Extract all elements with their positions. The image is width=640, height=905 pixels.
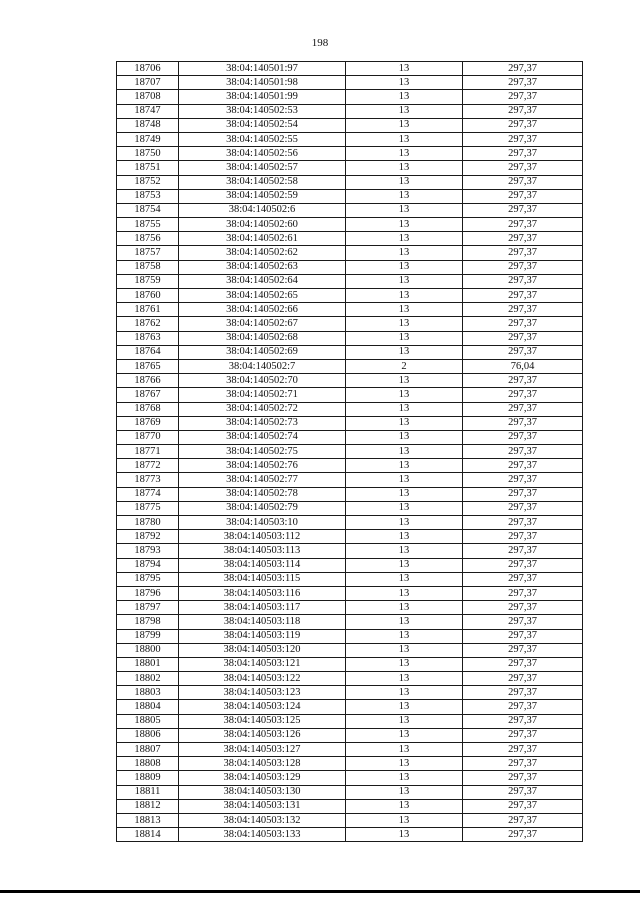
share-count-cell: 13 (346, 62, 463, 76)
cadastral-number-cell: 38:04:140502:67 (179, 317, 346, 331)
table-row (117, 615, 583, 629)
cadastral-number-cell: 38:04:140502:73 (179, 416, 346, 430)
share-count-cell: 13 (346, 189, 463, 203)
cadastral-number-cell: 38:04:140502:76 (179, 459, 346, 473)
table-row (117, 118, 583, 132)
cadastral-number-cell: 38:04:140503:115 (179, 572, 346, 586)
table-row (117, 672, 583, 686)
table-row (117, 445, 583, 459)
area-value-cell: 297,37 (463, 657, 583, 671)
table-row (117, 728, 583, 742)
cadastral-number-cell: 38:04:140503:120 (179, 643, 346, 657)
share-count-cell: 13 (346, 161, 463, 175)
cadastral-number-cell: 38:04:140502:66 (179, 303, 346, 317)
record-number-cell: 18706 (117, 62, 179, 76)
area-value-cell: 297,37 (463, 586, 583, 600)
share-count-cell: 13 (346, 274, 463, 288)
cadastral-number-cell: 38:04:140503:112 (179, 530, 346, 544)
records-table-body (117, 62, 583, 842)
table-row (117, 714, 583, 728)
table-row (117, 359, 583, 373)
cadastral-number-cell: 38:04:140503:128 (179, 757, 346, 771)
table-row (117, 757, 583, 771)
area-value-cell: 297,37 (463, 714, 583, 728)
share-count-cell: 13 (346, 459, 463, 473)
cadastral-number-cell: 38:04:140501:99 (179, 90, 346, 104)
area-value-cell: 297,37 (463, 743, 583, 757)
record-number-cell: 18765 (117, 359, 179, 373)
table-row (117, 246, 583, 260)
share-count-cell: 13 (346, 828, 463, 842)
cadastral-number-cell: 38:04:140502:68 (179, 331, 346, 345)
record-number-cell: 18747 (117, 104, 179, 118)
record-number-cell: 18803 (117, 686, 179, 700)
cadastral-number-cell: 38:04:140502:69 (179, 345, 346, 359)
cadastral-number-cell: 38:04:140503:121 (179, 657, 346, 671)
cadastral-number-cell: 38:04:140503:114 (179, 558, 346, 572)
table-row (117, 62, 583, 76)
share-count-cell: 13 (346, 757, 463, 771)
record-number-cell: 18757 (117, 246, 179, 260)
area-value-cell: 76,04 (463, 359, 583, 373)
share-count-cell: 13 (346, 203, 463, 217)
share-count-cell: 13 (346, 672, 463, 686)
table-row (117, 473, 583, 487)
share-count-cell: 13 (346, 118, 463, 132)
record-number-cell: 18755 (117, 218, 179, 232)
area-value-cell: 297,37 (463, 132, 583, 146)
record-number-cell: 18805 (117, 714, 179, 728)
table-row (117, 388, 583, 402)
table-row (117, 516, 583, 530)
table-row (117, 289, 583, 303)
share-count-cell: 13 (346, 572, 463, 586)
record-number-cell: 18809 (117, 771, 179, 785)
table-row (117, 345, 583, 359)
table-row (117, 260, 583, 274)
area-value-cell: 297,37 (463, 289, 583, 303)
cadastral-number-cell: 38:04:140503:118 (179, 615, 346, 629)
share-count-cell: 13 (346, 402, 463, 416)
record-number-cell: 18748 (117, 118, 179, 132)
area-value-cell: 297,37 (463, 459, 583, 473)
share-count-cell: 13 (346, 516, 463, 530)
cadastral-number-cell: 38:04:140502:60 (179, 218, 346, 232)
table-row (117, 104, 583, 118)
cadastral-number-cell: 38:04:140503:126 (179, 728, 346, 742)
area-value-cell: 297,37 (463, 672, 583, 686)
cadastral-number-cell: 38:04:140502:79 (179, 501, 346, 515)
record-number-cell: 18775 (117, 501, 179, 515)
share-count-cell: 13 (346, 601, 463, 615)
record-number-cell: 18753 (117, 189, 179, 203)
record-number-cell: 18751 (117, 161, 179, 175)
scan-bottom-edge (0, 890, 640, 893)
share-count-cell: 13 (346, 90, 463, 104)
share-count-cell: 13 (346, 544, 463, 558)
table-row (117, 544, 583, 558)
share-count-cell: 13 (346, 813, 463, 827)
cadastral-number-cell: 38:04:140503:113 (179, 544, 346, 558)
cadastral-number-cell: 38:04:140502:77 (179, 473, 346, 487)
record-number-cell: 18796 (117, 586, 179, 600)
cadastral-number-cell: 38:04:140502:63 (179, 260, 346, 274)
share-count-cell: 13 (346, 487, 463, 501)
cadastral-number-cell: 38:04:140502:7 (179, 359, 346, 373)
share-count-cell: 13 (346, 388, 463, 402)
table-row (117, 232, 583, 246)
record-number-cell: 18774 (117, 487, 179, 501)
record-number-cell: 18794 (117, 558, 179, 572)
table-row (117, 629, 583, 643)
cadastral-number-cell: 38:04:140503:131 (179, 799, 346, 813)
record-number-cell: 18763 (117, 331, 179, 345)
cadastral-number-cell: 38:04:140502:54 (179, 118, 346, 132)
table-row (117, 175, 583, 189)
record-number-cell: 18812 (117, 799, 179, 813)
area-value-cell: 297,37 (463, 90, 583, 104)
cadastral-number-cell: 38:04:140503:119 (179, 629, 346, 643)
table-row (117, 828, 583, 842)
area-value-cell: 297,37 (463, 104, 583, 118)
share-count-cell: 2 (346, 359, 463, 373)
table-row (117, 601, 583, 615)
cadastral-number-cell: 38:04:140503:123 (179, 686, 346, 700)
cadastral-number-cell: 38:04:140502:72 (179, 402, 346, 416)
area-value-cell: 297,37 (463, 572, 583, 586)
area-value-cell: 297,37 (463, 799, 583, 813)
record-number-cell: 18793 (117, 544, 179, 558)
area-value-cell: 297,37 (463, 629, 583, 643)
share-count-cell: 13 (346, 501, 463, 515)
table-row (117, 430, 583, 444)
area-value-cell: 297,37 (463, 76, 583, 90)
share-count-cell: 13 (346, 445, 463, 459)
area-value-cell: 297,37 (463, 62, 583, 76)
cadastral-number-cell: 38:04:140502:53 (179, 104, 346, 118)
area-value-cell: 297,37 (463, 813, 583, 827)
table-row (117, 743, 583, 757)
share-count-cell: 13 (346, 289, 463, 303)
share-count-cell: 13 (346, 728, 463, 742)
share-count-cell: 13 (346, 785, 463, 799)
table-row (117, 132, 583, 146)
area-value-cell: 297,37 (463, 544, 583, 558)
cadastral-number-cell: 38:04:140502:61 (179, 232, 346, 246)
record-number-cell: 18811 (117, 785, 179, 799)
record-number-cell: 18797 (117, 601, 179, 615)
share-count-cell: 13 (346, 714, 463, 728)
share-count-cell: 13 (346, 473, 463, 487)
cadastral-number-cell: 38:04:140503:127 (179, 743, 346, 757)
share-count-cell: 13 (346, 416, 463, 430)
cadastral-number-cell: 38:04:140502:65 (179, 289, 346, 303)
record-number-cell: 18756 (117, 232, 179, 246)
record-number-cell: 18792 (117, 530, 179, 544)
area-value-cell: 297,37 (463, 161, 583, 175)
area-value-cell: 297,37 (463, 189, 583, 203)
cadastral-number-cell: 38:04:140503:116 (179, 586, 346, 600)
table-row (117, 785, 583, 799)
record-number-cell: 18708 (117, 90, 179, 104)
record-number-cell: 18806 (117, 728, 179, 742)
record-number-cell: 18768 (117, 402, 179, 416)
cadastral-number-cell: 38:04:140502:56 (179, 147, 346, 161)
share-count-cell: 13 (346, 657, 463, 671)
area-value-cell: 297,37 (463, 274, 583, 288)
share-count-cell: 13 (346, 331, 463, 345)
area-value-cell: 297,37 (463, 487, 583, 501)
share-count-cell: 13 (346, 643, 463, 657)
table-row (117, 686, 583, 700)
area-value-cell: 297,37 (463, 246, 583, 260)
cadastral-number-cell: 38:04:140503:125 (179, 714, 346, 728)
cadastral-number-cell: 38:04:140503:133 (179, 828, 346, 842)
table-row (117, 374, 583, 388)
cadastral-number-cell: 38:04:140501:97 (179, 62, 346, 76)
record-number-cell: 18758 (117, 260, 179, 274)
record-number-cell: 18814 (117, 828, 179, 842)
cadastral-number-cell: 38:04:140502:64 (179, 274, 346, 288)
area-value-cell: 297,37 (463, 501, 583, 515)
area-value-cell: 297,37 (463, 388, 583, 402)
area-value-cell: 297,37 (463, 232, 583, 246)
share-count-cell: 13 (346, 232, 463, 246)
record-number-cell: 18807 (117, 743, 179, 757)
record-number-cell: 18799 (117, 629, 179, 643)
area-value-cell: 297,37 (463, 402, 583, 416)
record-number-cell: 18795 (117, 572, 179, 586)
share-count-cell: 13 (346, 743, 463, 757)
share-count-cell: 13 (346, 175, 463, 189)
area-value-cell: 297,37 (463, 728, 583, 742)
cadastral-number-cell: 38:04:140502:75 (179, 445, 346, 459)
area-value-cell: 297,37 (463, 345, 583, 359)
page-number: 198 (311, 37, 329, 49)
cadastral-number-cell: 38:04:140502:57 (179, 161, 346, 175)
cadastral-number-cell: 38:04:140503:129 (179, 771, 346, 785)
record-number-cell: 18800 (117, 643, 179, 657)
table-row (117, 402, 583, 416)
table-row (117, 147, 583, 161)
area-value-cell: 297,37 (463, 331, 583, 345)
record-number-cell: 18767 (117, 388, 179, 402)
share-count-cell: 13 (346, 104, 463, 118)
area-value-cell: 297,37 (463, 643, 583, 657)
table-row (117, 76, 583, 90)
area-value-cell: 297,37 (463, 828, 583, 842)
record-number-cell: 18752 (117, 175, 179, 189)
table-row (117, 530, 583, 544)
record-number-cell: 18760 (117, 289, 179, 303)
share-count-cell: 13 (346, 799, 463, 813)
area-value-cell: 297,37 (463, 260, 583, 274)
table-row (117, 558, 583, 572)
record-number-cell: 18780 (117, 516, 179, 530)
cadastral-number-cell: 38:04:140502:71 (179, 388, 346, 402)
cadastral-number-cell: 38:04:140503:124 (179, 700, 346, 714)
area-value-cell: 297,37 (463, 530, 583, 544)
share-count-cell: 13 (346, 147, 463, 161)
table-row (117, 657, 583, 671)
share-count-cell: 13 (346, 218, 463, 232)
table-row (117, 416, 583, 430)
table-row (117, 218, 583, 232)
share-count-cell: 13 (346, 260, 463, 274)
cadastral-number-cell: 38:04:140501:98 (179, 76, 346, 90)
area-value-cell: 297,37 (463, 700, 583, 714)
area-value-cell: 297,37 (463, 445, 583, 459)
record-number-cell: 18766 (117, 374, 179, 388)
record-number-cell: 18750 (117, 147, 179, 161)
record-number-cell: 18707 (117, 76, 179, 90)
area-value-cell: 297,37 (463, 558, 583, 572)
area-value-cell: 297,37 (463, 771, 583, 785)
table-row (117, 700, 583, 714)
record-number-cell: 18770 (117, 430, 179, 444)
record-number-cell: 18762 (117, 317, 179, 331)
area-value-cell: 297,37 (463, 601, 583, 615)
share-count-cell: 13 (346, 303, 463, 317)
area-value-cell: 297,37 (463, 785, 583, 799)
area-value-cell: 297,37 (463, 317, 583, 331)
record-number-cell: 18773 (117, 473, 179, 487)
record-number-cell: 18759 (117, 274, 179, 288)
area-value-cell: 297,37 (463, 218, 583, 232)
table-row (117, 90, 583, 104)
table-row (117, 572, 583, 586)
area-value-cell: 297,37 (463, 686, 583, 700)
table-row (117, 487, 583, 501)
cadastral-number-cell: 38:04:140502:58 (179, 175, 346, 189)
area-value-cell: 297,37 (463, 615, 583, 629)
table-row (117, 161, 583, 175)
share-count-cell: 13 (346, 615, 463, 629)
area-value-cell: 297,37 (463, 516, 583, 530)
share-count-cell: 13 (346, 76, 463, 90)
share-count-cell: 13 (346, 700, 463, 714)
cadastral-number-cell: 38:04:140502:70 (179, 374, 346, 388)
record-number-cell: 18798 (117, 615, 179, 629)
cadastral-number-cell: 38:04:140503:117 (179, 601, 346, 615)
cadastral-number-cell: 38:04:140502:62 (179, 246, 346, 260)
share-count-cell: 13 (346, 586, 463, 600)
area-value-cell: 297,37 (463, 203, 583, 217)
record-number-cell: 18769 (117, 416, 179, 430)
table-row (117, 643, 583, 657)
share-count-cell: 13 (346, 629, 463, 643)
share-count-cell: 13 (346, 246, 463, 260)
record-number-cell: 18754 (117, 203, 179, 217)
share-count-cell: 13 (346, 132, 463, 146)
table-row (117, 331, 583, 345)
record-number-cell: 18804 (117, 700, 179, 714)
table-row (117, 771, 583, 785)
area-value-cell: 297,37 (463, 473, 583, 487)
area-value-cell: 297,37 (463, 303, 583, 317)
table-row (117, 317, 583, 331)
table-row (117, 459, 583, 473)
table-row (117, 303, 583, 317)
area-value-cell: 297,37 (463, 374, 583, 388)
cadastral-number-cell: 38:04:140502:6 (179, 203, 346, 217)
cadastral-number-cell: 38:04:140503:10 (179, 516, 346, 530)
share-count-cell: 13 (346, 430, 463, 444)
cadastral-number-cell: 38:04:140503:130 (179, 785, 346, 799)
area-value-cell: 297,37 (463, 118, 583, 132)
share-count-cell: 13 (346, 771, 463, 785)
share-count-cell: 13 (346, 317, 463, 331)
table-row (117, 799, 583, 813)
share-count-cell: 13 (346, 530, 463, 544)
cadastral-number-cell: 38:04:140502:78 (179, 487, 346, 501)
area-value-cell: 297,37 (463, 416, 583, 430)
cadastral-number-cell: 38:04:140503:122 (179, 672, 346, 686)
cadastral-number-cell: 38:04:140503:132 (179, 813, 346, 827)
share-count-cell: 13 (346, 558, 463, 572)
share-count-cell: 13 (346, 686, 463, 700)
record-number-cell: 18761 (117, 303, 179, 317)
record-number-cell: 18801 (117, 657, 179, 671)
share-count-cell: 13 (346, 345, 463, 359)
record-number-cell: 18808 (117, 757, 179, 771)
record-number-cell: 18749 (117, 132, 179, 146)
cadastral-number-cell: 38:04:140502:59 (179, 189, 346, 203)
share-count-cell: 13 (346, 374, 463, 388)
table-row (117, 274, 583, 288)
record-number-cell: 18772 (117, 459, 179, 473)
table-row (117, 813, 583, 827)
table-row (117, 189, 583, 203)
records-table (116, 61, 583, 842)
cadastral-number-cell: 38:04:140502:55 (179, 132, 346, 146)
area-value-cell: 297,37 (463, 430, 583, 444)
area-value-cell: 297,37 (463, 175, 583, 189)
record-number-cell: 18813 (117, 813, 179, 827)
area-value-cell: 297,37 (463, 147, 583, 161)
table-row (117, 501, 583, 515)
record-number-cell: 18764 (117, 345, 179, 359)
record-number-cell: 18771 (117, 445, 179, 459)
record-number-cell: 18802 (117, 672, 179, 686)
area-value-cell: 297,37 (463, 757, 583, 771)
table-row (117, 203, 583, 217)
cadastral-number-cell: 38:04:140502:74 (179, 430, 346, 444)
table-row (117, 586, 583, 600)
